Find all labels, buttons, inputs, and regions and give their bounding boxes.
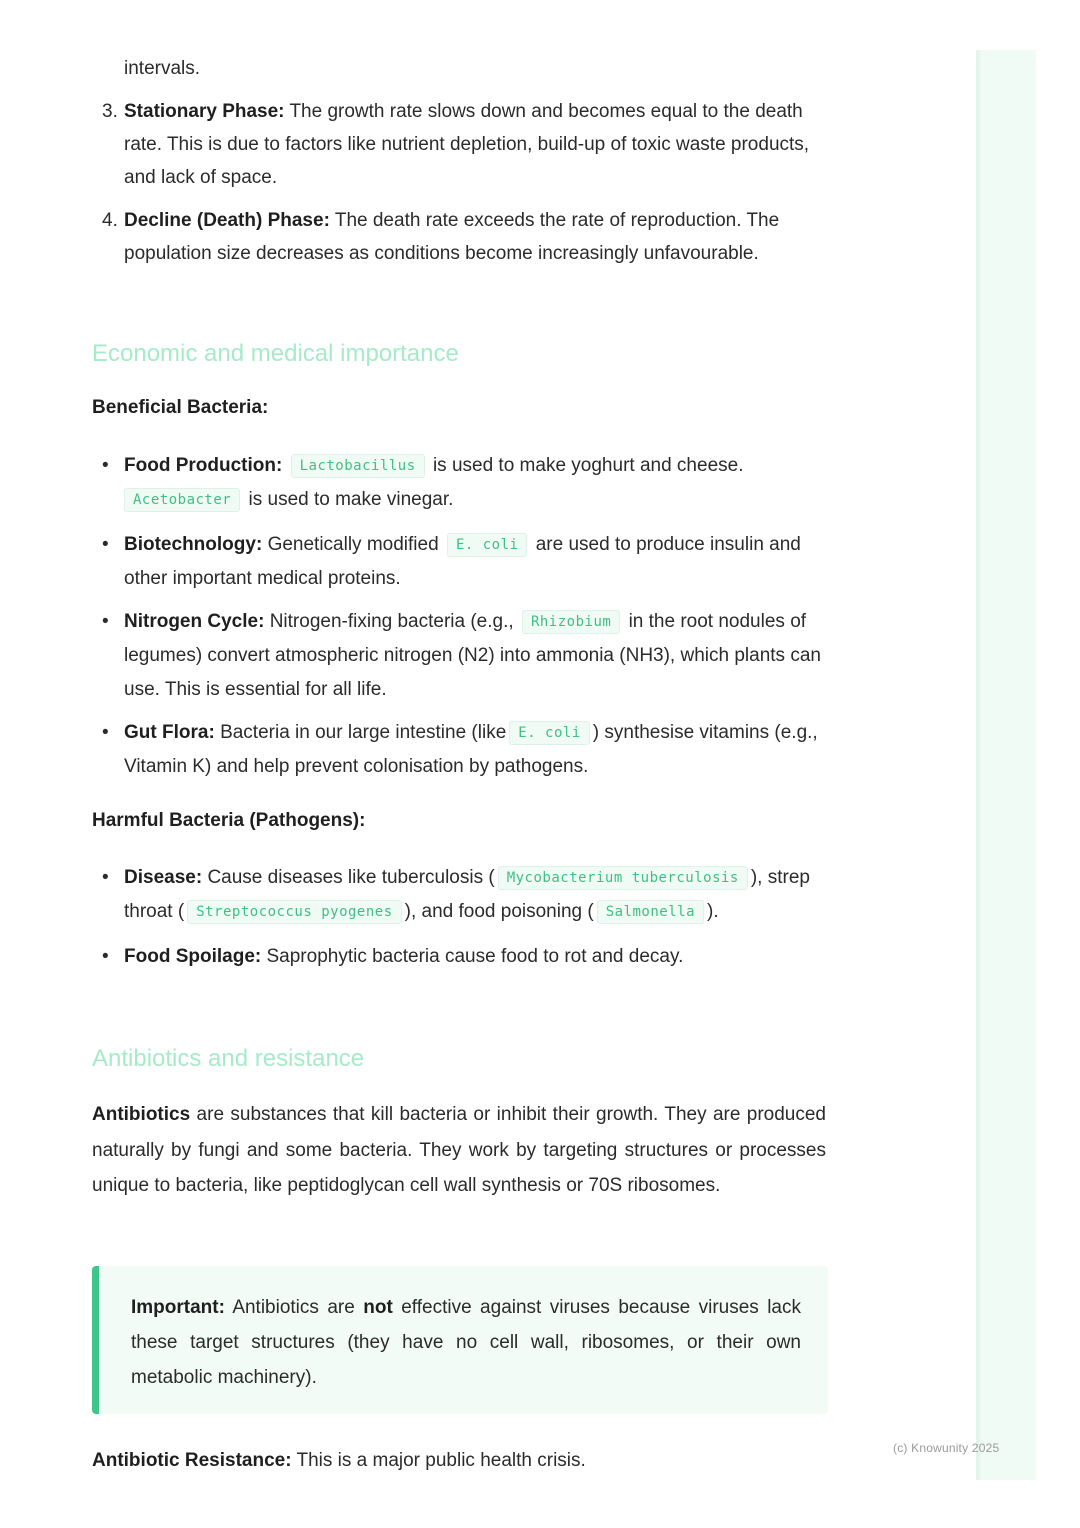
list-item-nitrogen-cycle: • Nitrogen Cycle: Nitrogen-fixing bacteria (e.g., Rhizobium in the root nodules of legumes) convert atmospheric nitrogen (N2) into ammonia (NH3), which plants can use. This is essential for all life. [102, 611, 821, 700]
code-rhizobium: Rhizobium [522, 610, 620, 634]
phase-stationary: 3. Stationary Phase: The growth rate slows down and becomes equal to the death rate. This is due to factors like nutrient depletion, build-up of toxic waste products, and lack of space. [102, 101, 810, 188]
code-streptococcus: Streptococcus pyogenes [187, 900, 401, 924]
antibiotics-intro: Antibiotics are substances that kill bacteria or inhibit their growth. They are produced naturally by fungi and some bacteria. They work by targeting structures or processes unique to bacteria, like peptidoglycan cell wall synthesis or 70S ribosomes. [92, 1104, 827, 1196]
list-item-food-production: • Food Production: Lactobacillus is used to make yoghurt and cheese. Acetobacter is used to make vinegar. [102, 455, 744, 510]
callout-text: Important: Antibiotics are not effective against viruses because viruses lack these target structures (they have no cell wall, ribosomes, or their own metabolic machinery). [131, 1297, 802, 1388]
list-item-biotechnology: • Biotechnology: Genetically modified E. coli are used to produce insulin and other important medical proteins. [102, 534, 801, 589]
code-lactobacillus: Lactobacillus [291, 454, 425, 478]
code-acetobacter: Acetobacter [124, 488, 240, 512]
important-callout [92, 1266, 828, 1414]
phase-decline: 4. Decline (Death) Phase: The death rate exceeds the rate of reproduction. The population size decreases as conditions become increasingly unfavourable. [102, 210, 780, 264]
code-e-coli-gut: E. coli [509, 721, 590, 745]
section-heading-antibiotics: Antibiotics and resistance [92, 1045, 365, 1072]
side-strip [976, 50, 1036, 1480]
copyright-footer: (c) Knowunity 2025 [893, 1441, 1000, 1455]
beneficial-list [92, 449, 828, 784]
list-item-disease: • Disease: Cause diseases like tuberculosis ( Mycobacterium tuberculosis ), strep throat ( Streptococcus pyogenes ), and food poisoning ( Salmonella ). [102, 867, 810, 922]
resistance-paragraph: Antibiotic Resistance: This is a major public health crisis. [92, 1450, 586, 1471]
phase-continuation: intervals. [124, 58, 201, 79]
code-mycobacterium: Mycobacterium tuberculosis [498, 866, 748, 890]
harmful-list [92, 861, 828, 974]
growth-phases-list [92, 52, 828, 270]
list-item-food-spoilage: • Food Spoilage: Saprophytic bacteria cause food to rot and decay. [102, 946, 684, 967]
list-item-gut-flora: • Gut Flora: Bacteria in our large intestine (like E. coli ) synthesise vitamins (e.g., Vitamin K) and help prevent colonisation by pathogens. [102, 722, 818, 777]
harmful-heading: Harmful Bacteria (Pathogens): [92, 810, 366, 831]
beneficial-heading: Beneficial Bacteria: [92, 397, 269, 418]
code-salmonella: Salmonella [597, 900, 704, 924]
section-heading-economic: Economic and medical importance [92, 340, 459, 367]
code-e-coli: E. coli [447, 533, 528, 557]
